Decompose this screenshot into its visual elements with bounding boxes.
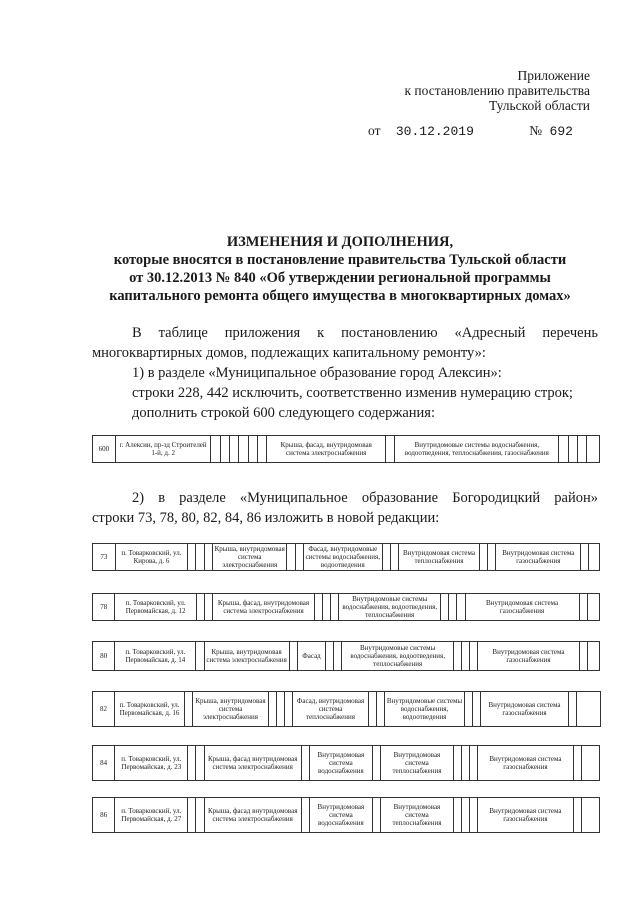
table-row-80 [92,641,600,671]
work-cell: Внутридомовая система газоснабжения [496,544,581,571]
empty-cell [372,746,380,781]
title-line-2: которые вносятся в постановление правительства Тульской области [113,252,567,268]
empty-cell [385,436,394,463]
address-cell: п. Товарковский, ул. Первомайская, д. 23 [115,746,188,781]
empty-cell [579,594,587,621]
empty-cell [589,544,600,571]
empty-cell [581,798,599,833]
empty-cell [196,642,204,671]
empty-cell [287,544,295,571]
empty-cell [196,594,204,621]
empty-cell [372,798,380,833]
work-cell: Внутридомовая система теплоснабжения [380,798,453,833]
p5-word: район» [554,490,598,506]
empty-cell [277,692,285,727]
empty-cell [211,436,220,463]
title-line-4: капитального ремонта общего имущества в многоквартирных домах» [109,288,571,304]
address-cell: п. Товарковский, ул. Первомайская, д. 27 [115,798,188,833]
empty-cell [581,544,589,571]
empty-cell [323,594,331,621]
empty-cell [569,692,577,727]
empty-cell [462,746,470,781]
empty-cell [390,544,398,571]
empty-cell [369,692,377,727]
empty-cell [188,746,196,781]
resolution-date: 30.12.2019 [395,124,474,139]
empty-cell [587,436,600,463]
empty-cell [301,798,309,833]
p1-word: В [132,325,142,341]
paragraph-1-line-2: многоквартирных домов, подлежащих капитальному ремонту»: [92,345,486,361]
empty-cell [457,594,465,621]
empty-cell [488,544,496,571]
resolution-dateline [368,123,598,139]
empty-cell [204,544,212,571]
title-line-1: ИЗМЕНЕНИЯ И ДОПОЛНЕНИЯ, [226,234,454,250]
table-row-73 [92,543,600,571]
empty-cell [578,436,587,463]
empty-cell [465,692,473,727]
work-cell: Крыша, фасад внутридомовая система электроснабжения [204,798,301,833]
work-cell: Внутридомовая система газоснабжения [478,746,573,781]
empty-cell [573,798,581,833]
empty-cell [453,746,461,781]
paragraph-5 [132,489,598,507]
empty-cell [248,436,257,463]
work-cell: Внутридомовая система газоснабжения [465,594,579,621]
empty-cell [334,642,342,671]
table-row-78 [92,593,600,621]
document-title [60,233,620,305]
empty-cell [220,436,229,463]
p5-word: в [158,490,166,506]
work-cell: Крыша, внутридомовая система электроснабжения [212,544,286,571]
row-number: 80 [93,642,115,671]
paragraph-3: строки 228, 442 исключить, соответственно изменив нумерацию строк; [132,385,573,401]
empty-cell [326,642,334,671]
work-cell: Внутридомовые системы водоснабжения, водоотведения, теплоснабжения, газоснабжения [395,436,559,463]
work-cell: Фасад, внутридомовые системы водоснабжения, водоотведения [303,544,382,571]
p5-word: образование [361,490,439,506]
empty-cell [377,692,385,727]
row-number: 86 [93,798,115,833]
table-row-82 [92,691,601,727]
empty-cell [314,594,322,621]
appendix-line-2: к постановлению правительства [404,83,590,98]
work-cell: Крыша, фасад, внутридомовая система электроснабжения [213,594,315,621]
work-cell: Внутридомовая система теплоснабжения [399,544,480,571]
empty-cell [470,642,478,671]
empty-cell [269,692,277,727]
paragraph-2: 1) в разделе «Муниципальное образование город Алексин»: [132,365,502,381]
empty-cell [470,746,478,781]
work-cell: Внутридомовые системы водоснабжения, водоотведения, теплоснабжения [342,642,454,671]
row-number: 73 [93,544,116,571]
row-number: 78 [93,594,115,621]
paragraph-1-line-1 [132,324,598,342]
empty-cell [462,642,470,671]
empty-cell [441,594,449,621]
empty-cell [577,692,601,727]
empty-cell [196,544,204,571]
empty-cell [587,594,599,621]
work-cell: Внутридомовая система водоснабжения [309,798,372,833]
work-cell: Крыша, фасад внутридомовая система электроснабжения [204,746,301,781]
empty-cell [196,798,204,833]
empty-cell [204,594,212,621]
title-line-3: от 30.12.2013 № 840 «Об утверждении региональной программы [129,270,551,286]
address-cell: п. Товарковский, ул. Первомайская, д. 12 [115,594,196,621]
address-cell: п. Товарковский, ул. Первомайская, д. 14 [115,642,196,671]
address-cell: п. Товарковский, ул. Кирова, д. 6 [115,544,187,571]
appendix-line-1: Приложение [517,68,590,83]
paragraph-6: строки 73, 78, 80, 82, 84, 86 изложить в новой редакции: [92,510,440,526]
empty-cell [185,692,193,727]
work-cell: Внутридомовая система водоснабжения [309,746,372,781]
empty-cell [479,544,487,571]
p1-word: приложения [224,325,301,341]
work-cell: Внутридомовая система теплоснабжения [380,746,453,781]
empty-cell [453,642,461,671]
empty-cell [258,436,267,463]
empty-cell [568,436,577,463]
work-cell: Внутридомовая система газоснабжения [478,642,579,671]
empty-cell [239,436,248,463]
empty-cell [188,544,196,571]
empty-cell [587,642,599,671]
p5-word: «Муниципальное [239,490,348,506]
empty-cell [470,798,478,833]
p5-word: разделе [179,490,226,506]
empty-cell [285,692,293,727]
table-row-600 [92,435,600,463]
number-sign: № [529,123,543,138]
empty-cell [559,436,568,463]
empty-cell [449,594,457,621]
empty-cell [196,746,204,781]
row-number: 84 [93,746,115,781]
empty-cell [473,692,481,727]
p5-word: 2) [132,490,145,506]
resolution-number: 692 [549,124,573,139]
row-number: 600 [93,436,116,463]
p1-word: «Адресный [454,325,526,341]
empty-cell [331,594,339,621]
work-cell: Крыша, внутридомовая система электроснабжения [193,692,269,727]
empty-cell [230,436,239,463]
p1-word: таблице [158,325,208,341]
work-cell: Крыша, внутридомовая система электроснабжения [204,642,289,671]
work-cell: Крыша, фасад, внутридомовая система электроснабжения [267,436,385,463]
empty-cell [462,798,470,833]
row-number: 82 [93,692,115,727]
work-cell: Фасад, внутридомовая система теплоснабжения [293,692,369,727]
work-cell: Внутридомовые системы водоснабжения, водоотведения, теплоснабжения [339,594,441,621]
appendix-header [360,68,590,113]
work-cell: Внутридомовые системы водоснабжения, водоотведения [385,692,465,727]
empty-cell [382,544,390,571]
address-cell: п. Товарковский, ул. Первомайская, д. 16 [115,692,185,727]
empty-cell [289,642,297,671]
paragraph-4: дополнить строкой 600 следующего содержания: [132,405,435,421]
work-cell: Внутридомовая система газоснабжения [481,692,569,727]
empty-cell [295,544,303,571]
p1-word: перечень [542,325,598,341]
p1-word: к [317,325,325,341]
table-row-84 [92,745,600,781]
p5-word: Богородицкий [452,490,541,506]
dateline-from: от [368,123,381,138]
empty-cell [453,798,461,833]
empty-cell [573,746,581,781]
empty-cell [579,642,587,671]
p1-word: постановлению [341,325,438,341]
appendix-line-3: Тульской области [489,98,590,113]
work-cell: Внутридомовая система газоснабжения [478,798,573,833]
table-row-86 [92,797,600,833]
work-cell: Фасад [297,642,325,671]
address-cell: г. Алексин, пр-зд Строителей 1-й, д. 2 [115,436,211,463]
empty-cell [188,798,196,833]
empty-cell [581,746,599,781]
empty-cell [301,746,309,781]
